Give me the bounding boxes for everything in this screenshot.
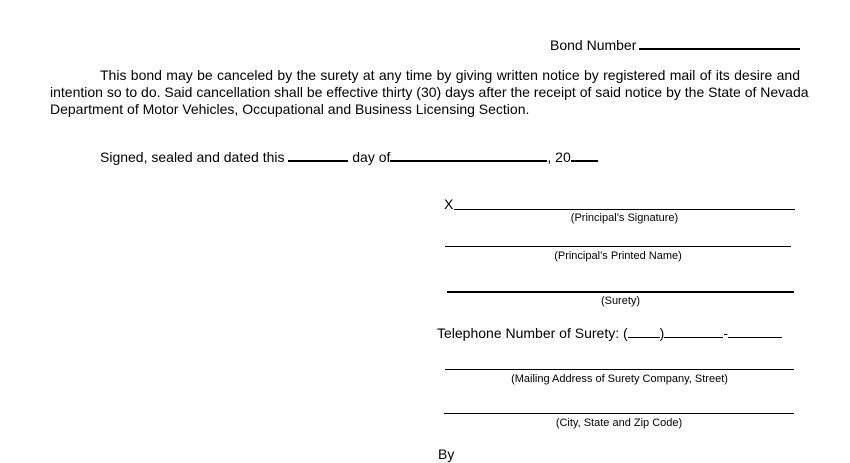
- surety-caption: (Surety): [600, 295, 641, 307]
- paragraph-line-2: intention so to do. Said cancellation shall be effective thirty (30) days after the receipt of said notice by the State of Nevada: [50, 84, 809, 100]
- principal-signature-caption: (Principal’s Signature): [570, 212, 679, 224]
- phone-line-field[interactable]: [728, 325, 782, 338]
- month-field[interactable]: [390, 148, 547, 162]
- cancellation-paragraph: [50, 67, 809, 118]
- surety-line[interactable]: [447, 291, 794, 293]
- phone-prefix-field[interactable]: [664, 325, 723, 338]
- principal-signature-line[interactable]: [454, 209, 795, 210]
- year-field[interactable]: [571, 148, 598, 162]
- telephone-close-paren: ): [659, 325, 665, 341]
- bond-number-field[interactable]: [639, 48, 800, 50]
- by-label: By: [438, 446, 455, 462]
- paragraph-line-3: Department of Motor Vehicles, Occupational and Business Licensing Section.: [50, 101, 530, 117]
- city-state-zip-caption: (City, State and Zip Code): [555, 417, 683, 429]
- mailing-address-caption: (Mailing Address of Surety Company, Street): [511, 373, 728, 385]
- day-of-label: day of: [352, 149, 391, 165]
- day-field[interactable]: [288, 148, 348, 162]
- mailing-address-line[interactable]: [445, 369, 794, 370]
- principal-printed-name-line[interactable]: [445, 246, 791, 247]
- year-prefix: , 20: [547, 149, 571, 165]
- city-state-zip-line[interactable]: [444, 413, 794, 414]
- area-code-field[interactable]: [628, 325, 660, 338]
- bond-number-label: Bond Number: [550, 37, 637, 53]
- telephone-dash: -: [723, 325, 728, 341]
- signed-dated-row: [100, 148, 598, 166]
- principal-printed-name-caption: (Principal’s Printed Name): [554, 250, 682, 262]
- paragraph-line-1: This bond may be canceled by the surety at any time by giving written notice by registered mail of its desire and: [100, 67, 800, 83]
- telephone-label: Telephone Number of Surety: (: [437, 325, 628, 341]
- signature-x-mark: X: [444, 196, 454, 212]
- signed-prefix: Signed, sealed and dated this: [100, 149, 285, 165]
- telephone-row: [437, 325, 782, 342]
- bond-number-row: [550, 37, 636, 54]
